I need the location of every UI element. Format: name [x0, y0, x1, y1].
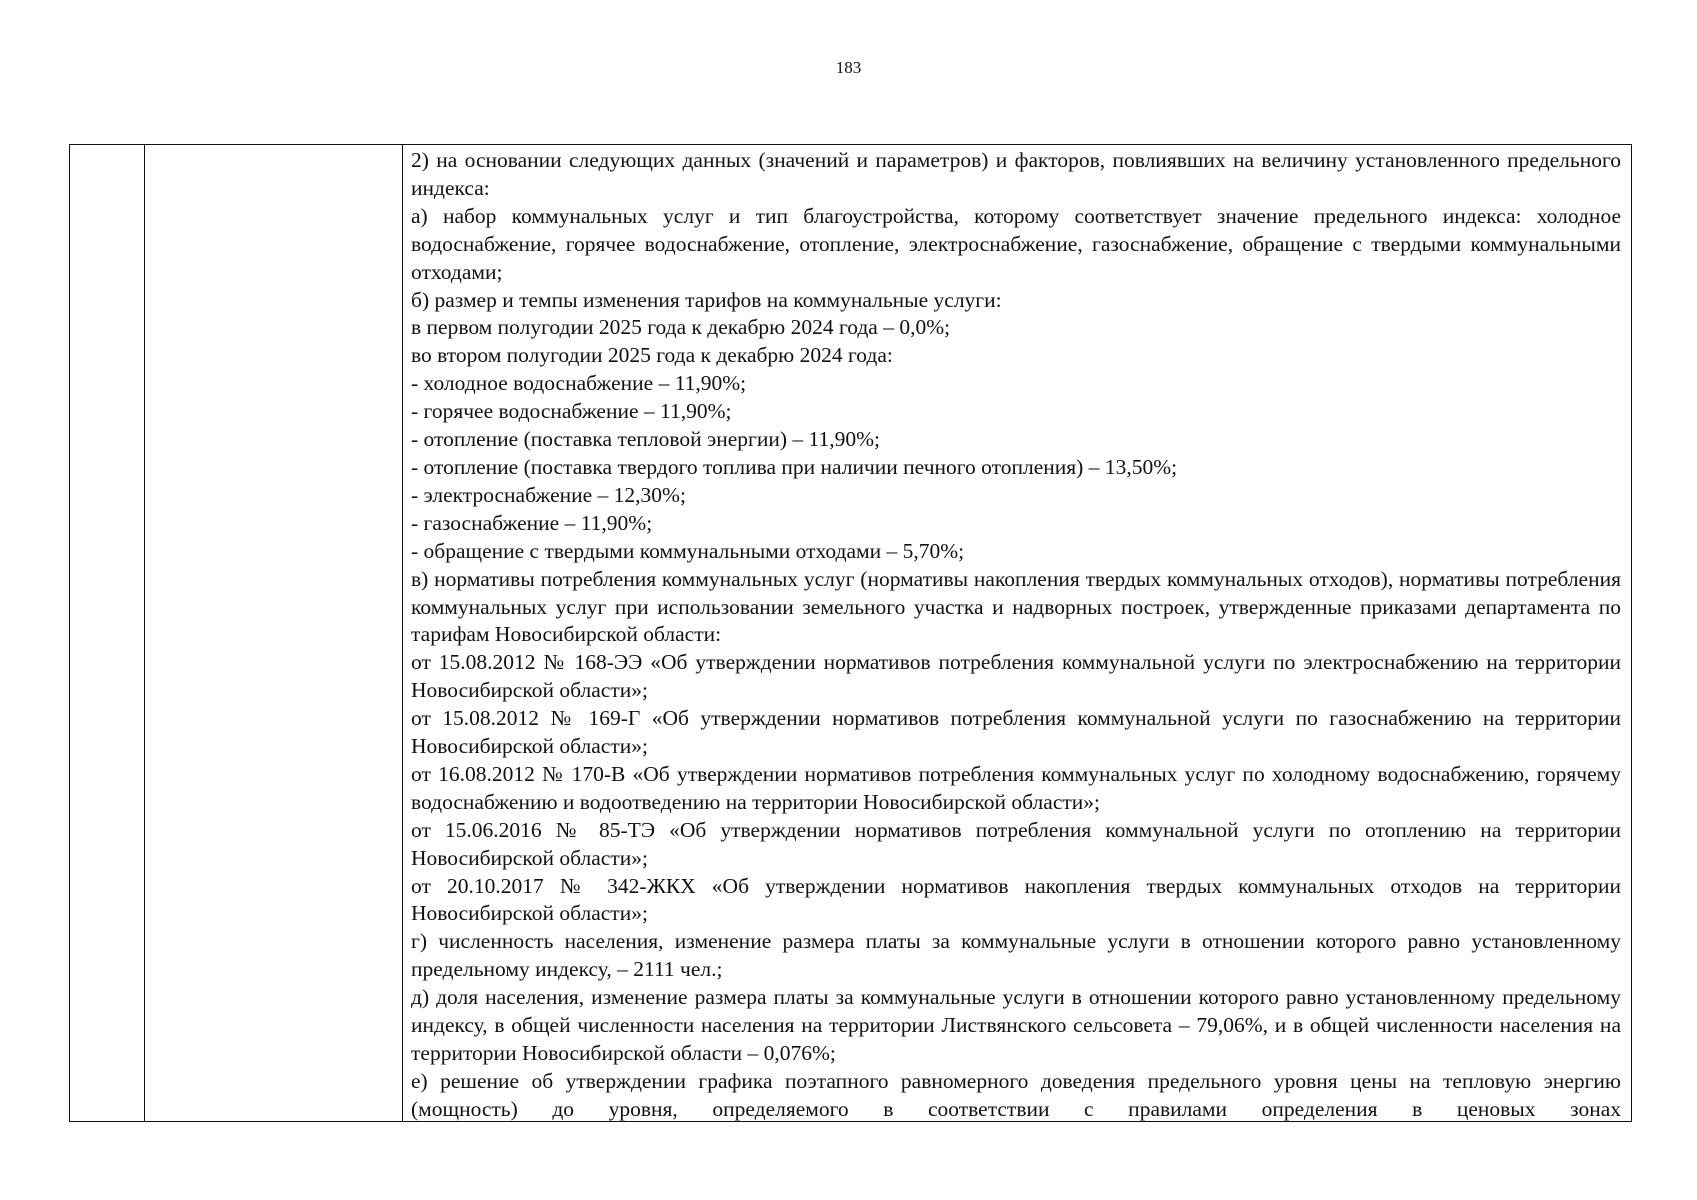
table-cell-name: [145, 145, 403, 1121]
paragraph: - отопление (поставка тепловой энергии) – 11,90%;: [411, 427, 880, 452]
paragraph: в первом полугодии 2025 года к декабрю 2024 года – 0,0%;: [411, 315, 951, 340]
paragraph: - холодное водоснабжение – 11,90%;: [411, 371, 747, 396]
paragraph: от 15.08.2012 № 168-ЭЭ «Об утверждении нормативов потребления коммунальной услуги по электроснабжению на территории Новосибирской области»;: [411, 650, 1621, 703]
paragraph: в) нормативы потребления коммунальных услуг (нормативы накопления твердых коммунальных отходов), нормативы потребления коммунальных услуг при использовании земельного участка и надворных построек, утвержденные приказами департамента по тарифам Новосибирской области:: [411, 566, 1621, 647]
table-cell-content: [403, 145, 1631, 1121]
paragraph: - обращение с твердыми коммунальными отходами – 5,70%;: [411, 538, 965, 563]
paragraph: а) набор коммунальных услуг и тип благоустройства, которому соответствует значение предельного индекса: холодное водоснабжение, горячее водоснабжение, отопление, электроснабжение, газоснабжение, обращение с твердыми коммунальными отходами;: [411, 203, 1621, 284]
paragraph: - отопление (поставка твердого топлива при наличии печного отопления) – 13,50%;: [411, 454, 1178, 479]
paragraph: б) размер и темпы изменения тарифов на коммунальные услуги:: [411, 287, 1002, 312]
paragraph: д) доля населения, изменение размера платы за коммунальные услуги в отношении которого равно установленному предельному индексу, в общей численности населения на территории Листвянского сельсовета – 79,06%, и в общей численности населения на территории Новосибирской области – 0,076%;: [411, 985, 1621, 1065]
paragraph: от 20.10.2017 № 342-ЖКХ «Об утверждении нормативов накопления твердых коммунальных отходов на территории Новосибирской области»;: [411, 873, 1621, 926]
paragraph: 2) на основании следующих данных (значений и параметров) и факторов, повлиявших на величину установленного предельного индекса:: [411, 148, 1621, 200]
paragraph: от 15.08.2012 № 169-Г «Об утверждении нормативов потребления коммунальной услуги по газоснабжению на территории Новосибирской области»;: [411, 706, 1621, 759]
paragraph: - газоснабжение – 11,90%;: [411, 510, 653, 535]
paragraph: г) численность населения, изменение размера платы за коммунальные услуги в отношении которого равно установленному предельному индексу, – 2111 чел.;: [411, 929, 1621, 982]
table-cell-number: [70, 145, 145, 1121]
paragraph: от 16.08.2012 № 170-В «Об утверждении нормативов потребления коммунальных услуг по холодному водоснабжению, горячему водоснабжению и водоотведению на территории Новосибирской области»;: [411, 761, 1621, 814]
paragraph: е) решение об утверждении графика поэтапного равномерного доведения предельного уровня цены на тепловую энергию (мощность) до уровня, определяемого в соответствии с правилами определения в ценовых зонах: [411, 1068, 1621, 1121]
page-number: 183: [835, 58, 862, 77]
paragraph: во втором полугодии 2025 года к декабрю 2024 года:: [411, 343, 893, 368]
document-table: [69, 144, 1632, 1122]
paragraph: от 15.06.2016 № 85-ТЭ «Об утверждении нормативов потребления коммунальной услуги по отоплению на территории Новосибирской области»;: [411, 817, 1621, 870]
paragraph: - горячее водоснабжение – 11,90%;: [411, 399, 732, 424]
paragraph: - электроснабжение – 12,30%;: [411, 482, 686, 507]
